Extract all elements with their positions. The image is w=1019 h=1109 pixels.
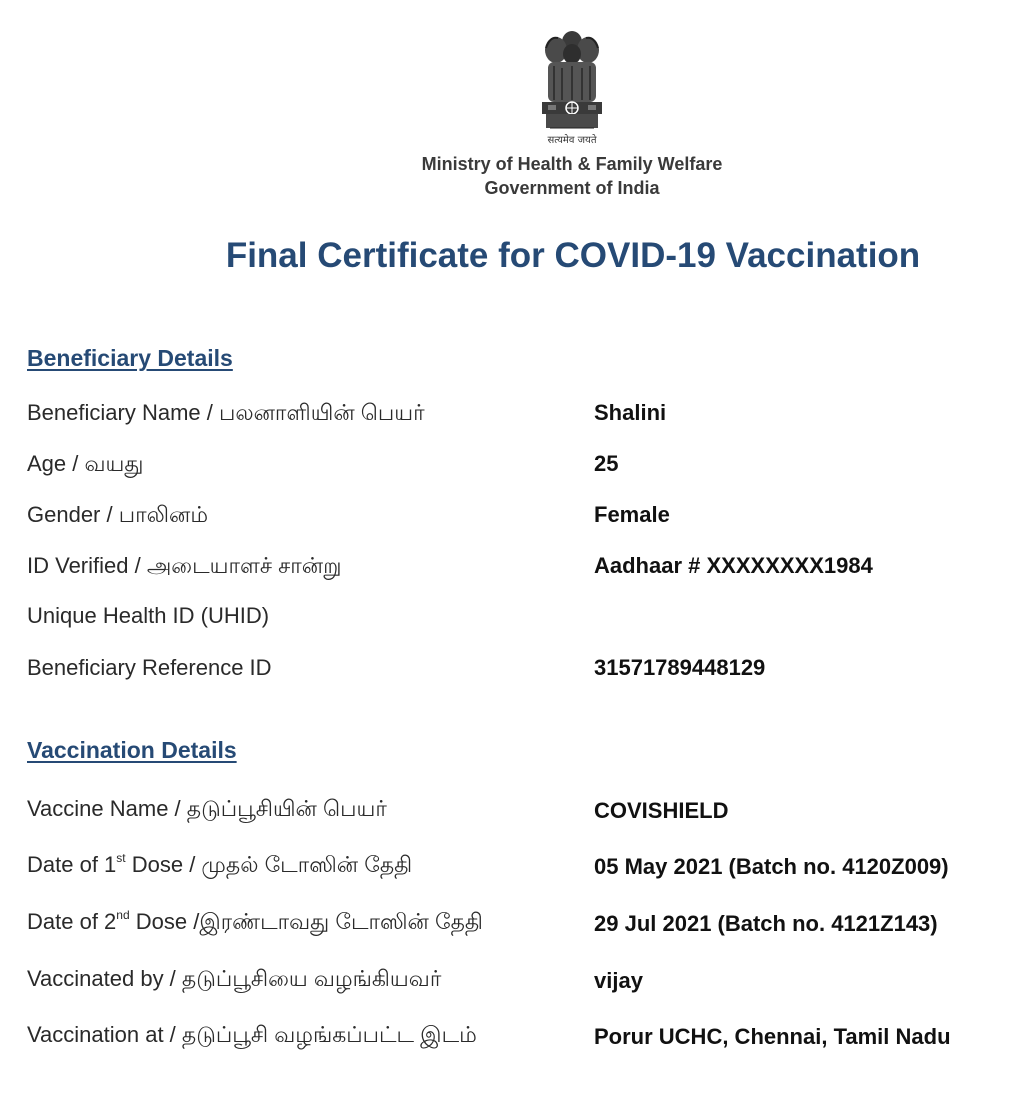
certificate-title: Final Certificate for COVID-19 Vaccination <box>225 236 921 275</box>
field-label <box>27 852 412 881</box>
ordinal-suffix: nd <box>116 907 130 922</box>
field-label: Age / வயது <box>27 451 144 476</box>
ministry-name: Ministry of Health & Family Welfare <box>421 154 723 174</box>
vaccine-name-value: COVISHIELD <box>594 798 729 823</box>
ministry-header <box>380 152 764 200</box>
beneficiary-name-value: Shalini <box>594 400 667 425</box>
field-label <box>27 909 483 938</box>
vaccinated-by-value: vijay <box>594 968 643 993</box>
field-label: Gender / பாலினம் <box>27 502 209 527</box>
label-text: Dose / முதல் டோஸின் தேதி <box>125 852 413 877</box>
age-row <box>27 451 1007 491</box>
second-dose-row <box>27 909 1007 949</box>
label-text: Dose /இரண்டாவது டோஸின் தேதி <box>129 909 483 934</box>
beneficiary-name-row <box>27 400 1007 440</box>
vaccination-at-value: Porur UCHC, Chennai, Tamil Nadu <box>594 1024 951 1049</box>
first-dose-row <box>27 852 1007 892</box>
age-value: 25 <box>594 451 619 476</box>
gender-row <box>27 502 1007 542</box>
beneficiary-details-heading: Beneficiary Details <box>27 345 233 371</box>
vaccination-details-heading: Vaccination Details <box>27 737 237 763</box>
field-label: Vaccine Name / தடுப்பூசியின் பெயர் <box>27 796 387 821</box>
vaccination-at-row <box>27 1022 1007 1062</box>
id-verified-value: Aadhaar # XXXXXXXX1984 <box>594 553 873 578</box>
label-text: Date of 2 <box>27 909 117 934</box>
emblem-motto: सत्यमेव जयते <box>547 135 597 146</box>
field-label: Vaccinated by / தடுப்பூசியை வழங்கியவர் <box>27 966 442 991</box>
beneficiary-reference-row <box>27 655 1007 695</box>
field-label: Unique Health ID (UHID) <box>27 603 270 628</box>
uhid-row <box>27 603 1007 643</box>
vaccine-name-row <box>27 796 1007 836</box>
field-label: Beneficiary Name / பலனாளியின் பெயர் <box>27 400 425 425</box>
beneficiary-reference-value: 31571789448129 <box>594 655 766 680</box>
field-label: Beneficiary Reference ID <box>27 655 272 680</box>
label-text: Date of 1 <box>27 852 117 877</box>
ordinal-suffix: st <box>116 850 126 865</box>
second-dose-value: 29 Jul 2021 (Batch no. 4121Z143) <box>594 911 938 936</box>
field-label: ID Verified / அடையாளச் சான்று <box>27 553 342 578</box>
government-name: Government of India <box>484 178 660 198</box>
gender-value: Female <box>594 502 670 527</box>
first-dose-value: 05 May 2021 (Batch no. 4120Z009) <box>594 854 949 879</box>
id-verified-row <box>27 553 1007 593</box>
field-label: Vaccination at / தடுப்பூசி வழங்கப்பட்ட இடம் <box>27 1022 477 1047</box>
vaccinated-by-row <box>27 966 1007 1006</box>
